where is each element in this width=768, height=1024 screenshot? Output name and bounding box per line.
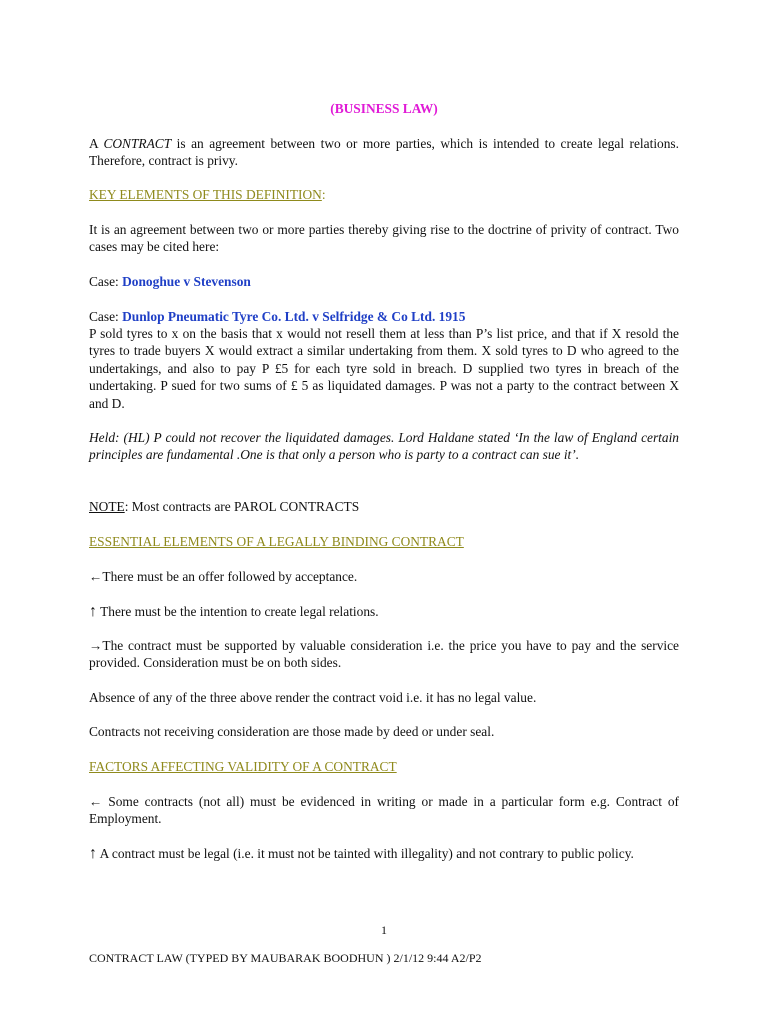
note-line [89,498,679,515]
case2-label: Case: [89,309,123,324]
case2-facts: P sold tyres to x on the basis that x would not resell them at less than P’s list price, and that if X resold the tyres to trade buyers X would extract a similar undertaking from them. X sold tyres to D who agreed to the undertakings, and also to pay P £5 for each tyre sold in breach. D supplied two tyres in breach of the undertaking. P sued for two sums of £ 5 as liquidated damages. P was not a party to the contract between X and D. [89,326,679,411]
page-footer: CONTRACT LAW (TYPED BY MAUBARAK BOODHUN ) 2/1/12 9:44 A2/P2 [89,951,482,965]
factors-item-text: A contract must be legal (i.e. it must not be tainted with illegality) and not contrary to public policy. [97,846,634,861]
factors-item-legal [89,845,679,862]
note-label: NOTE [89,499,125,514]
essential-item-offer [89,568,679,585]
up-arrow-icon: ↑ [89,845,97,862]
held-paragraph: Held: (HL) P could not recover the liquidated damages. Lord Haldane stated ‘In the law of England certain principles are fundamental .One is that only a person who is party to a contract can sue it’. [89,430,679,463]
factors-heading: FACTORS AFFECTING VALIDITY OF A CONTRACT [89,759,397,774]
left-arrow-icon: ← [89,794,103,809]
case-dunlop [89,308,679,325]
document-title: (BUSINESS LAW) [330,101,438,116]
up-arrow-icon: ↑ [89,603,97,620]
intro-prefix: A [89,136,104,151]
key-elements-heading-line [89,186,679,203]
essential-item-text: The contract must be supported by valuable consideration i.e. the price you have to pay and the service provided. Consideration must be on both sides. [89,638,679,671]
deed-paragraph: Contracts not receiving consideration are those made by deed or under seal. [89,724,495,739]
key-elements-paragraph: It is an agreement between two or more parties thereby giving rise to the doctrine of privity of contract. Two cases may be cited here: [89,222,679,255]
essential-item-intention [89,603,679,620]
factors-heading-line [89,758,679,775]
key-elements-heading: KEY ELEMENTS OF THIS DEFINITION [89,187,322,202]
essential-heading-line [89,533,679,550]
case1-name: Donoghue v Stevenson [122,274,251,289]
intro-rest: is an agreement between two or more parties, which is intended to create legal relations. Therefore, contract is privy. [89,136,679,169]
case-donoghue [89,273,679,290]
key-elements-colon: : [321,187,326,202]
essential-item-consideration [89,637,679,672]
factors-item-text: Some contracts (not all) must be evidenced in writing or made in a particular form e.g. Contract of Employment. [89,794,679,827]
essential-heading: ESSENTIAL ELEMENTS OF A LEGALLY BINDING CONTRACT [89,534,464,549]
page-number: 1 [381,923,387,937]
essential-item-text: There must be an offer followed by acceptance. [102,569,358,584]
right-arrow-icon: → [89,638,103,653]
case2-name: Dunlop Pneumatic Tyre Co. Ltd. v Selfridge & Co Ltd. 1915 [122,309,466,324]
essential-item-text: There must be the intention to create legal relations. [97,604,379,619]
left-arrow-icon: ← [89,569,103,584]
case1-label: Case: [89,274,123,289]
contract-term: CONTRACT [103,136,172,151]
absence-paragraph: Absence of any of the three above render the contract void i.e. it has no legal value. [89,690,537,705]
intro-paragraph [89,135,679,170]
note-text: : Most contracts are PAROL CONTRACTS [124,499,360,514]
factors-item-writing [89,793,679,828]
